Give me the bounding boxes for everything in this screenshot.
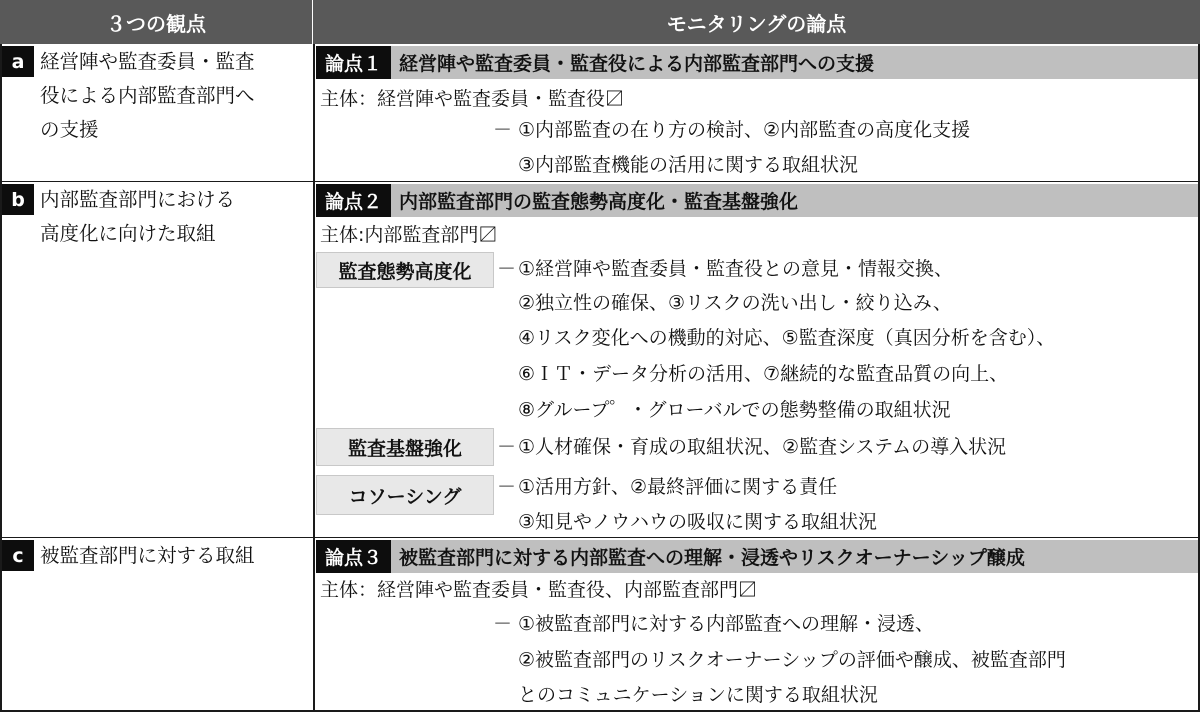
- item-line: ②独立性の確保、③リスクの洗い出し・絞り込み、: [518, 292, 952, 314]
- category-box-audit-foundation: 監査基盤強化: [316, 428, 494, 466]
- column-divider: [313, 44, 315, 712]
- row-divider-b-c: [0, 537, 1200, 538]
- perspective-b: [40, 183, 310, 251]
- dash-marker: －: [497, 258, 517, 280]
- dash-marker: －: [493, 613, 513, 635]
- issue-title: 被監査部門に対する内部監査への理解・浸透やリスクオーナーシップ醸成: [399, 547, 1025, 569]
- issue-tag: 論点２: [316, 184, 391, 217]
- category-box-cosourcing: コソーシング: [316, 475, 494, 515]
- category-box-audit-framework: 監査態勢高度化: [316, 252, 494, 288]
- perspective-line: 役による内部監査部門へ: [40, 84, 255, 107]
- item-line: ①経営陣や監査委員・監査役との意見・情報交換、: [518, 258, 954, 280]
- header-monitoring-issues: モニタリングの論点: [313, 0, 1200, 44]
- row-divider-a-b: [0, 181, 1200, 182]
- item-line: ①人材確保・育成の取組状況、②監査システムの導入状況: [518, 436, 1007, 458]
- issue-tag: 論点３: [316, 540, 391, 573]
- dash-marker: －: [497, 476, 517, 498]
- item-line: ③内部監査機能の活用に関する取組状況: [518, 154, 859, 176]
- item-line: ①活用方針、②最終評価に関する責任: [518, 476, 838, 498]
- subject-line: 主体：経営陣や監査委員・監査役、内部監査部門〼: [320, 579, 758, 601]
- item-line: ①内部監査の在り方の検討、②内部監査の高度化支援: [518, 119, 971, 141]
- issue-title: 内部監査部門の監査態勢高度化・監査基盤強化: [399, 191, 799, 213]
- subject-line: 主体：経営陣や監査委員・監査役〼: [320, 88, 625, 110]
- perspective-line: の支援: [40, 118, 99, 141]
- perspective-line: 内部監査部門における: [40, 188, 236, 211]
- perspective-c: [40, 539, 310, 573]
- perspective-a: [40, 45, 310, 147]
- row-badge-a: a: [2, 46, 34, 77]
- subject-line: 主体:内部監査部門〼: [320, 224, 498, 246]
- dash-marker: －: [497, 436, 517, 458]
- header-perspectives: ３つの観点: [0, 0, 313, 44]
- item-line: ①被監査部門に対する内部監査への理解・浸透、: [518, 613, 935, 635]
- row-badge-b: b: [2, 184, 34, 215]
- item-line: ⑧グループ゜・グローバルでの態勢整備の取組状況: [518, 399, 951, 421]
- perspective-line: 被監査部門に対する取組: [40, 544, 255, 567]
- issue-tag: 論点１: [316, 46, 391, 79]
- perspective-line: 経営陣や監査委員・監査: [40, 50, 255, 73]
- issue-title: 経営陣や監査委員・監査役による内部監査部門への支援: [399, 53, 875, 75]
- issue-bar-2: [316, 184, 1198, 217]
- table-border-left: [0, 44, 2, 712]
- row-badge-c: c: [2, 540, 34, 571]
- issue-bar-1: [316, 46, 1198, 79]
- perspective-line: 高度化に向けた取組: [40, 222, 216, 245]
- item-line: ③知見やノウハウの吸収に関する取組状況: [518, 511, 878, 533]
- dash-marker: －: [493, 119, 513, 141]
- item-line: ⑥ＩＴ・データ分析の活用、⑦継続的な監査品質の向上、: [518, 363, 1009, 385]
- item-line: とのコミュニケーションに関する取組状況: [518, 684, 878, 706]
- issue-bar-3: [316, 540, 1198, 573]
- item-line: ②被監査部門のリスクオーナーシップの評価や醸成、被監査部門: [518, 649, 1066, 671]
- item-line: ④リスク変化への機動的対応、⑤監査深度（真因分析を含む）、: [518, 327, 1056, 349]
